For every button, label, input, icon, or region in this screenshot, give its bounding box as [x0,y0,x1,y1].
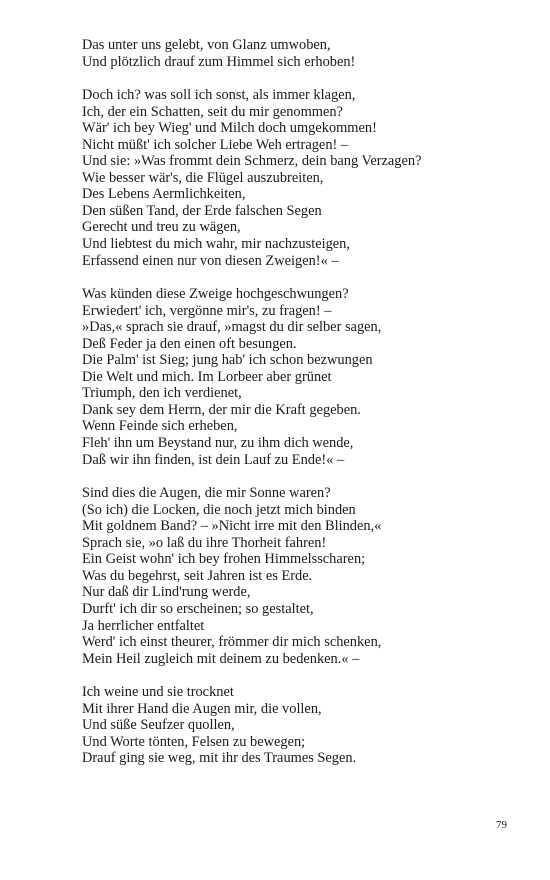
poem-text [82,37,482,767]
poem-line: Und Worte tönten, Felsen zu bewegen; [82,733,306,750]
poem-line: Wenn Feinde sich erheben, [82,418,238,435]
poem-line: Ja herrlicher entfaltet [82,617,205,634]
poem-line: Und liebtest du mich wahr, mir nachzusteigen, [82,236,350,253]
stanza-break [82,269,482,286]
poem-line: Ein Geist wohn' ich bey frohen Himmelsscharen; [82,551,366,568]
poem-line: Was du begehrst, seit Jahren ist es Erde. [82,567,313,584]
poem-line: (So ich) die Locken, die noch jetzt mich binden [82,501,356,518]
poem-line: Gerecht und treu zu wägen, [82,219,241,236]
poem-line: Erfassend einen nur von diesen Zweigen!« – [82,252,339,269]
poem-line: Durft' ich dir so erscheinen; so gestaltet, [82,600,314,617]
poem-line: Wär' ich bey Wieg' und Milch doch umgekommen! [82,120,377,137]
poem-line: Die Welt und mich. Im Lorbeer aber grünet [82,368,332,385]
poem-line: Und sie: »Was frommt dein Schmerz, dein bang Verzagen? [82,153,422,170]
poem-line: Ich weine und sie trocknet [82,684,234,701]
poem-line: Daß wir ihn finden, ist dein Lauf zu Ende!« – [82,451,345,468]
poem-line: Deß Feder ja den einen oft besungen. [82,335,297,352]
poem-line: Mit ihrer Hand die Augen mir, die vollen, [82,700,322,717]
poem-line: Sind dies die Augen, die mir Sonne waren? [82,485,331,502]
poem-line: Mein Heil zugleich mit deinem zu bedenken.« – [82,650,360,667]
poem-line: Sprach sie, »o laß du ihre Thorheit fahren! [82,534,327,551]
page-number: 79 [496,819,507,831]
poem-line: Fleh' ihn um Beystand nur, zu ihm dich wende, [82,435,354,452]
stanza-break [82,468,482,485]
stanza-break [82,70,482,87]
poem-line: Ich, der ein Schatten, seit du mir genommen? [82,103,343,120]
poem-line: Und süße Seufzer quollen, [82,717,235,734]
poem-line: Wie besser wär's, die Flügel auszubreiten, [82,169,324,186]
poem-line: Und plötzlich drauf zum Himmel sich erhoben! [82,53,356,70]
poem-line: Nicht müßt' ich solcher Liebe Weh ertragen! – [82,136,349,153]
poem-line: Doch ich? was soll ich sonst, als immer klagen, [82,87,356,104]
poem-line: Nur daß dir Lind'rung werde, [82,584,251,601]
poem-line: Die Palm' ist Sieg; jung hab' ich schon bezwungen [82,352,373,369]
poem-line: Erwiedert' ich, vergönne mir's, zu fragen! – [82,302,332,319]
poem-line: Des Lebens Aermlichkeiten, [82,186,246,203]
poem-line: Triumph, den ich verdienet, [82,385,242,402]
poem-line: Werd' ich einst theurer, frömmer dir mich schenken, [82,634,382,651]
poem-line: »Das,« sprach sie drauf, »magst du dir selber sagen, [82,319,382,336]
poem-line: Was künden diese Zweige hochgeschwungen? [82,286,349,303]
poem-line: Das unter uns gelebt, von Glanz umwoben, [82,37,331,53]
stanza-break [82,667,482,684]
poem-line: Den süßen Tand, der Erde falschen Segen [82,202,322,219]
poem-line: Dank sey dem Herrn, der mir die Kraft gegeben. [82,401,361,418]
poem-line: Drauf ging sie weg, mit ihr des Traumes Segen. [82,750,357,767]
poem-line: Mit goldnem Band? – »Nicht irre mit den Blinden,« [82,518,382,535]
